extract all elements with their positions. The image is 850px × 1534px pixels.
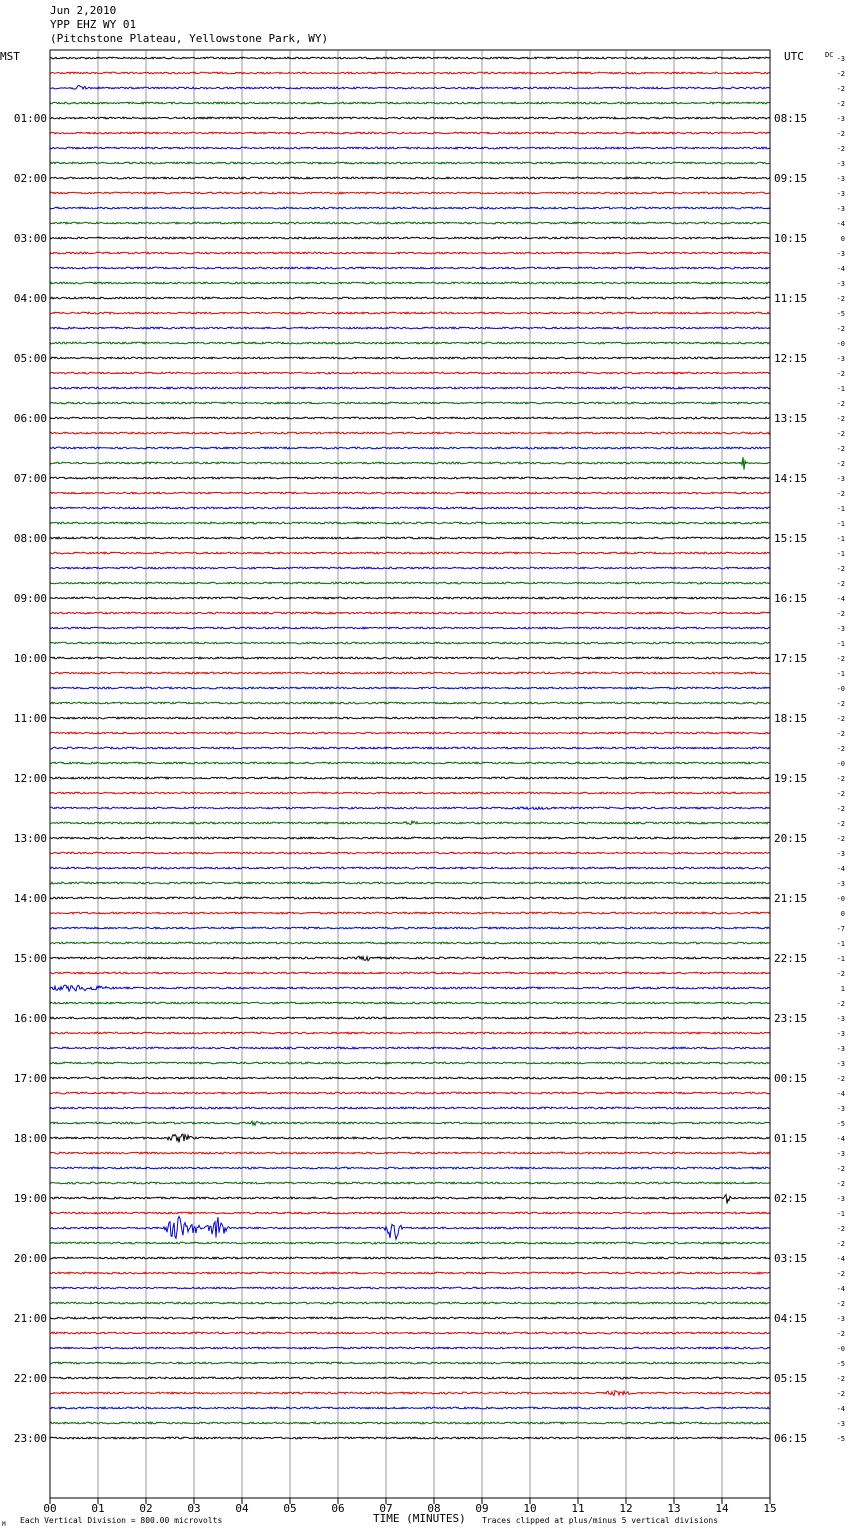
seismic-trace <box>50 1437 770 1439</box>
dc-offset-label: -2 <box>836 610 845 618</box>
x-tick-label: 08 <box>427 1502 441 1515</box>
mst-hour-label: 06:00 <box>13 412 47 425</box>
dc-header-label: DC <box>825 51 834 59</box>
seismic-trace <box>50 147 770 149</box>
seismic-trace <box>50 1287 770 1289</box>
dc-offset-label: -2 <box>836 715 845 723</box>
dc-offset-label: -3 <box>836 1030 845 1038</box>
dc-offset-label: -4 <box>836 1405 845 1413</box>
seismic-trace <box>50 985 770 991</box>
x-tick-label: 14 <box>715 1502 729 1515</box>
seismic-trace <box>50 1121 770 1125</box>
x-tick-label: 02 <box>139 1502 153 1515</box>
seismic-trace <box>50 312 770 314</box>
mst-hour-label: 03:00 <box>13 232 47 245</box>
dc-offset-label: -2 <box>836 1330 845 1338</box>
x-tick-label: 00 <box>43 1502 57 1515</box>
utc-hour-label: 22:15 <box>774 952 808 965</box>
utc-hour-label: 23:15 <box>774 1012 808 1025</box>
dc-offset-label: -0 <box>836 685 845 693</box>
right-timezone-label: UTC <box>784 50 804 63</box>
seismic-trace <box>50 1167 770 1169</box>
seismic-trace <box>50 1017 770 1019</box>
dc-offset-label: -2 <box>836 370 845 378</box>
dc-offset-label: -2 <box>836 1270 845 1278</box>
dc-offset-label: -2 <box>836 565 845 573</box>
seismic-trace <box>50 372 770 374</box>
mst-hour-label: 23:00 <box>13 1432 47 1445</box>
dc-offset-label: -3 <box>836 1015 845 1023</box>
dc-offset-label: -2 <box>836 790 845 798</box>
seismic-trace <box>50 942 770 944</box>
seismic-trace <box>50 327 770 329</box>
seismic-trace <box>50 447 770 449</box>
seismic-trace <box>50 567 770 569</box>
seismic-trace <box>50 1077 770 1079</box>
dc-offset-label: -3 <box>836 160 845 168</box>
utc-hour-label: 21:15 <box>774 892 808 905</box>
seismic-trace <box>50 702 770 704</box>
seismic-trace <box>50 1047 770 1049</box>
mst-hour-label: 11:00 <box>13 712 47 725</box>
dc-offset-label: -1 <box>836 535 845 543</box>
seismic-trace <box>50 297 770 299</box>
dc-offset-label: -0 <box>836 340 845 348</box>
dc-offset-label: -2 <box>836 970 845 978</box>
seismic-trace <box>50 432 770 434</box>
seismic-trace <box>50 552 770 554</box>
seismic-trace <box>50 972 770 974</box>
mst-hour-label: 16:00 <box>13 1012 47 1025</box>
x-tick-label: 03 <box>187 1502 201 1515</box>
seismic-trace <box>50 762 770 764</box>
seismic-trace <box>50 282 770 284</box>
mst-hour-label: 21:00 <box>13 1312 47 1325</box>
seismic-trace <box>50 192 770 194</box>
dc-offset-label: -2 <box>836 820 845 828</box>
dc-offset-label: -3 <box>836 355 845 363</box>
seismic-trace <box>50 507 770 509</box>
x-tick-label: 10 <box>523 1502 537 1515</box>
dc-offset-label: -2 <box>836 490 845 498</box>
seismic-trace <box>50 792 770 794</box>
dc-offset-label: -3 <box>836 250 845 258</box>
utc-hour-label: 05:15 <box>774 1372 808 1385</box>
x-tick-label: 05 <box>283 1502 297 1515</box>
seismic-trace <box>50 267 770 269</box>
x-tick-label: 15 <box>763 1502 777 1515</box>
footer-scale-note: Each Vertical Division = 800.00 microvolts <box>20 1516 223 1525</box>
dc-offset-label: -5 <box>836 1120 845 1128</box>
dc-offset-label: -3 <box>836 280 845 288</box>
seismic-trace <box>50 1152 770 1154</box>
dc-offset-label: 0 <box>840 910 845 918</box>
seismic-trace <box>50 72 770 74</box>
seismic-trace <box>50 582 770 584</box>
seismic-trace <box>50 177 770 179</box>
dc-offset-label: -2 <box>836 1165 845 1173</box>
mst-hour-label: 22:00 <box>13 1372 47 1385</box>
dc-offset-label: -2 <box>836 1390 845 1398</box>
seismic-trace <box>50 747 770 749</box>
dc-offset-label: -1 <box>836 505 845 513</box>
seismic-trace <box>50 1092 770 1094</box>
seismic-trace <box>50 882 770 884</box>
dc-offset-label: -0 <box>836 895 845 903</box>
dc-offset-label: 1 <box>840 985 845 993</box>
seismic-trace <box>50 867 770 869</box>
dc-offset-label: -2 <box>836 445 845 453</box>
mst-hour-label: 13:00 <box>13 832 47 845</box>
utc-hour-label: 14:15 <box>774 472 808 485</box>
seismic-trace <box>50 402 770 404</box>
utc-hour-label: 09:15 <box>774 172 808 185</box>
dc-offset-label: -3 <box>836 850 845 858</box>
station-location: (Pitchstone Plateau, Yellowstone Park, WY) <box>50 32 329 45</box>
dc-offset-label: -2 <box>836 745 845 753</box>
mst-hour-label: 05:00 <box>13 352 47 365</box>
dc-offset-label: -5 <box>836 1360 845 1368</box>
dc-offset-label: -4 <box>836 595 845 603</box>
seismic-trace <box>50 717 770 719</box>
utc-hour-label: 02:15 <box>774 1192 808 1205</box>
seismic-trace <box>50 57 770 59</box>
dc-offset-label: -3 <box>836 625 845 633</box>
mst-hour-label: 18:00 <box>13 1132 47 1145</box>
dc-offset-label: -4 <box>836 865 845 873</box>
axis-labels <box>14 55 845 1515</box>
footer-mark: M <box>2 1521 6 1528</box>
x-tick-label: 04 <box>235 1502 249 1515</box>
dc-offset-label: -3 <box>836 880 845 888</box>
dc-offset-label: -1 <box>836 1210 845 1218</box>
dc-offset-label: -2 <box>836 1240 845 1248</box>
dc-offset-label: -2 <box>836 430 845 438</box>
seismic-trace <box>50 1257 770 1259</box>
utc-hour-label: 20:15 <box>774 832 808 845</box>
seismic-trace <box>50 612 770 614</box>
dc-offset-label: -2 <box>836 415 845 423</box>
mst-hour-label: 09:00 <box>13 592 47 605</box>
dc-offset-label: -1 <box>836 955 845 963</box>
dc-offset-label: -3 <box>836 1315 845 1323</box>
seismic-trace <box>50 1422 770 1424</box>
dc-offset-label: -2 <box>836 325 845 333</box>
dc-offset-label: -5 <box>836 310 845 318</box>
dc-offset-label: -2 <box>836 1375 845 1383</box>
seismic-trace <box>50 492 770 494</box>
seismic-trace <box>50 627 770 629</box>
seismic-trace <box>50 1212 770 1214</box>
dc-offset-label: -2 <box>836 460 845 468</box>
seismic-trace <box>50 132 770 134</box>
dc-offset-label: -3 <box>836 475 845 483</box>
dc-offset-label: -0 <box>836 1345 845 1353</box>
seismic-trace <box>50 1332 770 1334</box>
dc-offset-label: -2 <box>836 805 845 813</box>
x-tick-label: 07 <box>379 1502 393 1515</box>
plot-frame <box>50 50 770 1498</box>
dc-offset-label: -2 <box>836 1300 845 1308</box>
dc-offset-label: -2 <box>836 1225 845 1233</box>
x-axis-title: TIME (MINUTES) <box>373 1512 466 1525</box>
dc-offset-label: -2 <box>836 295 845 303</box>
dc-offset-label: -2 <box>836 835 845 843</box>
dc-offset-label: -2 <box>836 655 845 663</box>
mst-hour-label: 14:00 <box>13 892 47 905</box>
seismic-trace <box>50 1107 770 1109</box>
seismic-trace <box>50 537 770 539</box>
dc-offset-label: -1 <box>836 940 845 948</box>
trace-group <box>50 57 770 1439</box>
dc-offset-label: -3 <box>836 1420 845 1428</box>
utc-hour-label: 17:15 <box>774 652 808 665</box>
seismic-trace <box>50 1362 770 1364</box>
seismic-trace <box>50 207 770 209</box>
dc-offset-label: -1 <box>836 385 845 393</box>
utc-hour-label: 10:15 <box>774 232 808 245</box>
mst-hour-label: 01:00 <box>13 112 47 125</box>
dc-offset-label: -1 <box>836 520 845 528</box>
x-tick-label: 06 <box>331 1502 345 1515</box>
seismic-trace <box>50 252 770 254</box>
dc-offset-label: -2 <box>836 400 845 408</box>
mst-hour-label: 17:00 <box>13 1072 47 1085</box>
dc-offset-label: -5 <box>836 1435 845 1443</box>
dc-offset-label: -3 <box>836 175 845 183</box>
utc-hour-label: 08:15 <box>774 112 808 125</box>
dc-offset-label: -3 <box>836 115 845 123</box>
seismic-trace <box>50 102 770 104</box>
x-tick-label: 12 <box>619 1502 633 1515</box>
utc-hour-label: 12:15 <box>774 352 808 365</box>
x-tick-label: 09 <box>475 1502 489 1515</box>
mst-hour-label: 19:00 <box>13 1192 47 1205</box>
dc-offset-label: -2 <box>836 700 845 708</box>
seismic-trace <box>50 1317 770 1319</box>
dc-offset-label: -4 <box>836 265 845 273</box>
seismic-trace <box>50 597 770 599</box>
seismic-trace <box>50 1391 770 1396</box>
dc-offset-label: -2 <box>836 1180 845 1188</box>
seismic-trace <box>50 642 770 644</box>
dc-offset-label: -4 <box>836 220 845 228</box>
dc-offset-label: -3 <box>836 1045 845 1053</box>
seismic-trace <box>50 1195 770 1204</box>
seismic-trace <box>50 1032 770 1034</box>
dc-offset-label: -3 <box>836 55 845 63</box>
dc-offset-label: -4 <box>836 1285 845 1293</box>
mst-hour-label: 12:00 <box>13 772 47 785</box>
x-tick-label: 01 <box>91 1502 105 1515</box>
dc-offset-label: -3 <box>836 190 845 198</box>
utc-hour-label: 16:15 <box>774 592 808 605</box>
left-timezone-label: MST <box>0 50 20 63</box>
dc-offset-label: -4 <box>836 1135 845 1143</box>
seismic-trace <box>50 1242 770 1244</box>
seismic-trace <box>50 821 770 825</box>
seismic-trace <box>50 117 770 119</box>
dc-offset-label: -3 <box>836 1105 845 1113</box>
seismic-trace <box>50 732 770 734</box>
seismic-trace <box>50 417 770 419</box>
dc-offset-label: -0 <box>836 760 845 768</box>
dc-offset-label: -1 <box>836 640 845 648</box>
seismic-trace <box>50 222 770 224</box>
seismic-trace <box>50 387 770 389</box>
utc-hour-label: 11:15 <box>774 292 808 305</box>
seismic-trace <box>50 687 770 689</box>
seismic-trace <box>50 1216 770 1239</box>
seismic-trace <box>50 1182 770 1184</box>
seismic-trace <box>50 956 770 961</box>
mst-hour-label: 04:00 <box>13 292 47 305</box>
dc-offset-label: 0 <box>840 235 845 243</box>
seismic-trace <box>50 1347 770 1349</box>
dc-offset-label: -4 <box>836 1255 845 1263</box>
dc-offset-label: -1 <box>836 670 845 678</box>
dc-offset-label: -4 <box>836 1090 845 1098</box>
dc-offset-label: -2 <box>836 730 845 738</box>
mst-hour-label: 07:00 <box>13 472 47 485</box>
utc-hour-label: 18:15 <box>774 712 808 725</box>
x-tick-label: 11 <box>571 1502 585 1515</box>
utc-hour-label: 03:15 <box>774 1252 808 1265</box>
dc-offset-label: -2 <box>836 130 845 138</box>
dc-offset-label: -3 <box>836 1150 845 1158</box>
seismic-trace <box>50 457 770 470</box>
seismic-trace <box>50 1407 770 1409</box>
utc-hour-label: 06:15 <box>774 1432 808 1445</box>
seismic-trace <box>50 852 770 854</box>
seismic-trace <box>50 1062 770 1064</box>
dc-offset-label: -3 <box>836 1060 845 1068</box>
seismic-trace <box>50 342 770 344</box>
utc-hour-label: 00:15 <box>774 1072 808 1085</box>
dc-offset-label: -2 <box>836 1075 845 1083</box>
dc-offset-label: -1 <box>836 550 845 558</box>
dc-offset-label: -3 <box>836 1195 845 1203</box>
mst-hour-label: 02:00 <box>13 172 47 185</box>
mst-hour-label: 10:00 <box>13 652 47 665</box>
dc-offset-label: -2 <box>836 100 845 108</box>
utc-hour-label: 13:15 <box>774 412 808 425</box>
seismic-trace <box>50 86 770 90</box>
footer-clip-note: Traces clipped at plus/minus 5 vertical divisions <box>482 1516 719 1525</box>
seismic-trace <box>50 657 770 659</box>
seismic-trace <box>50 837 770 839</box>
dc-offset-label: -2 <box>836 70 845 78</box>
seismic-trace <box>50 1002 770 1004</box>
utc-hour-label: 15:15 <box>774 532 808 545</box>
seismic-trace <box>50 1272 770 1274</box>
x-tick-label: 13 <box>667 1502 681 1515</box>
utc-hour-label: 01:15 <box>774 1132 808 1145</box>
seismic-trace <box>50 672 770 674</box>
seismic-trace <box>50 897 770 899</box>
utc-hour-label: 04:15 <box>774 1312 808 1325</box>
dc-offset-label: -2 <box>836 145 845 153</box>
dc-offset-label: -2 <box>836 580 845 588</box>
seismic-trace <box>50 1302 770 1304</box>
mst-hour-label: 15:00 <box>13 952 47 965</box>
mst-hour-label: 08:00 <box>13 532 47 545</box>
dc-offset-label: -2 <box>836 1000 845 1008</box>
dc-offset-label: -2 <box>836 775 845 783</box>
seismic-trace <box>50 522 770 524</box>
seismic-trace <box>50 927 770 929</box>
seismic-trace <box>50 237 770 239</box>
utc-hour-label: 19:15 <box>774 772 808 785</box>
dc-offset-label: -7 <box>836 925 845 933</box>
seismic-trace <box>50 162 770 164</box>
seismic-trace <box>50 807 770 810</box>
seismic-trace <box>50 357 770 359</box>
seismic-trace <box>50 1134 770 1142</box>
plot-date: Jun 2,2010 <box>50 4 117 17</box>
seismic-trace <box>50 1377 770 1379</box>
mst-hour-label: 20:00 <box>13 1252 47 1265</box>
station-code: YPP EHZ WY 01 <box>50 18 137 31</box>
seismic-trace <box>50 912 770 914</box>
seismic-trace <box>50 477 770 479</box>
dc-offset-label: -3 <box>836 205 845 213</box>
dc-offset-label: -2 <box>836 85 845 93</box>
seismic-trace <box>50 777 770 779</box>
